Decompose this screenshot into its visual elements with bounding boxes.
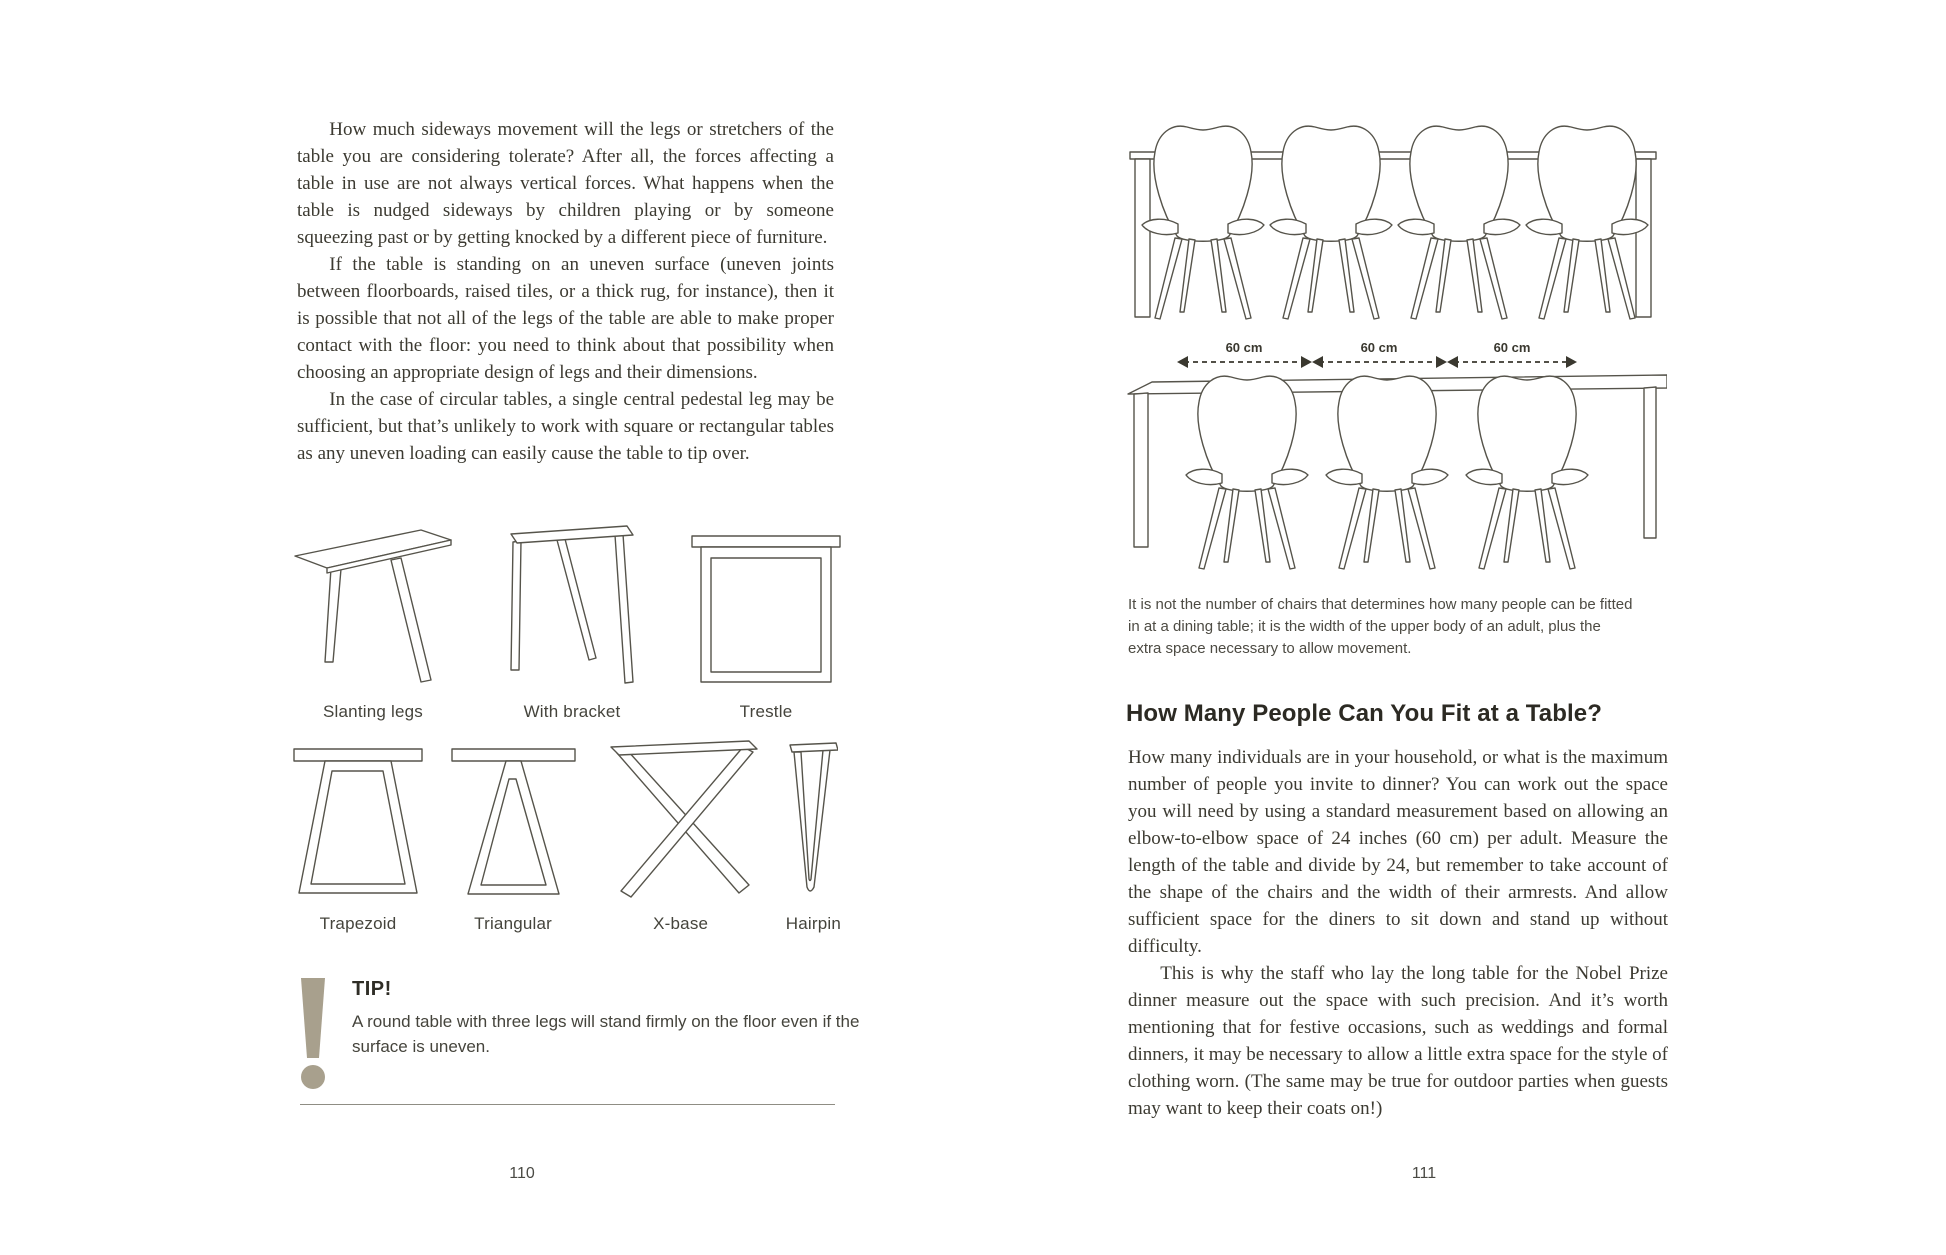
body-text-right: [1128, 744, 1668, 1122]
dimension-label: 60 cm: [1225, 342, 1263, 355]
section-heading: How Many People Can You Fit at a Table?: [1126, 700, 1602, 727]
diagram-label: With bracket: [523, 702, 621, 721]
triangular-icon: [451, 737, 576, 902]
diagram-label: Triangular: [474, 914, 553, 933]
paragraph: If the table is standing on an uneven surface (uneven joints between floorboards, raised tiles, or a thick rug, for instance), then it is possible that not all of the legs of the table are able to make proper contact with the floor: you need to think about that possibility when choosing an appropriate design of legs and their dimensions.: [297, 254, 834, 383]
dimension-label: 60 cm: [1360, 342, 1398, 355]
tip-title: TIP!: [352, 978, 392, 1000]
diagram-label: Trestle: [739, 702, 793, 721]
diagram-hairpin: [786, 737, 841, 934]
diagram-label: Hairpin: [785, 914, 841, 933]
diagram-with-bracket: [505, 522, 640, 722]
leg-diagrams-row2: [293, 737, 841, 934]
trestle-icon: [691, 530, 841, 690]
tip-body: [352, 978, 872, 1059]
x-base-icon: [603, 737, 758, 902]
chairs-spaced-illustration: [1122, 342, 1667, 574]
hairpin-icon: [788, 737, 838, 902]
trapezoid-icon: [293, 737, 423, 902]
page-number-right: 111: [1411, 1165, 1437, 1182]
tip-text: A round table with three legs will stand firmly on the floor even if the surface is uneven.: [352, 1012, 860, 1056]
diagram-label: Trapezoid: [319, 914, 397, 933]
chairs-packed-illustration: [1128, 112, 1658, 324]
chairs-spaced-icon: [1122, 342, 1667, 574]
paragraph: How much sideways movement will the legs or stretchers of the table you are considering tolerate? After all, the forces affecting a table in use are not always vertical forces. What happens when the table is nudged sideways by children playing or by someone squeezing past or by getting knocked by a different piece of furniture.: [297, 119, 834, 248]
with-bracket-icon: [505, 522, 640, 690]
figure-caption: It is not the number of chairs that determines how many people can be fitted in at a dining table; it is the width of the upper body of an adult, plus the extra space necessary to allow movement.: [1128, 596, 1633, 657]
diagram-triangular: [451, 737, 576, 934]
diagram-label: Slanting legs: [323, 702, 423, 721]
body-text-left: [297, 116, 834, 467]
divider-rule: [300, 1104, 835, 1105]
paragraph: In the case of circular tables, a single central pedestal leg may be sufficient, but that’s unlikely to work with square or rectangular tables as any uneven loading can easily cause the table to tip over.: [297, 389, 834, 464]
tip-section: [300, 978, 872, 1090]
paragraph: How many individuals are in your household, or what is the maximum number of people you invite to dinner? You can work out the space you will need by using a standard measurement based on allowing an elbow-to-elbow space of 24 inches (60 cm) per adult. Measure the length of the table and divide by 24, but remember to take account of the shape of the chairs and the width of their armrests. And allow sufficient space for the diners to sit down and stand up without difficulty.: [1128, 747, 1668, 957]
diagram-label: X-base: [653, 914, 709, 933]
exclamation-icon: [300, 978, 326, 1090]
leg-diagrams-row1: [293, 522, 841, 722]
diagram-trestle: [691, 530, 841, 722]
diagram-slanting-legs: [293, 522, 453, 722]
dimension-arrow: [1177, 356, 1577, 368]
slanting-legs-icon: [293, 522, 453, 690]
chairs-packed-icon: [1128, 112, 1658, 324]
dimension-label: 60 cm: [1493, 342, 1531, 355]
paragraph: This is why the staff who lay the long table for the Nobel Prize dinner measure out the space with such precision. And it’s worth mentioning that for festive occasions, such as weddings and formal dinners, it may be necessary to allow a little extra space for the style of clothing worn. (The same may be true for outdoor parties when guests may want to keep their coats on!): [1128, 963, 1668, 1119]
diagram-x-base: [603, 737, 758, 934]
diagram-trapezoid: [293, 737, 423, 934]
page-number-left: 110: [509, 1165, 535, 1182]
